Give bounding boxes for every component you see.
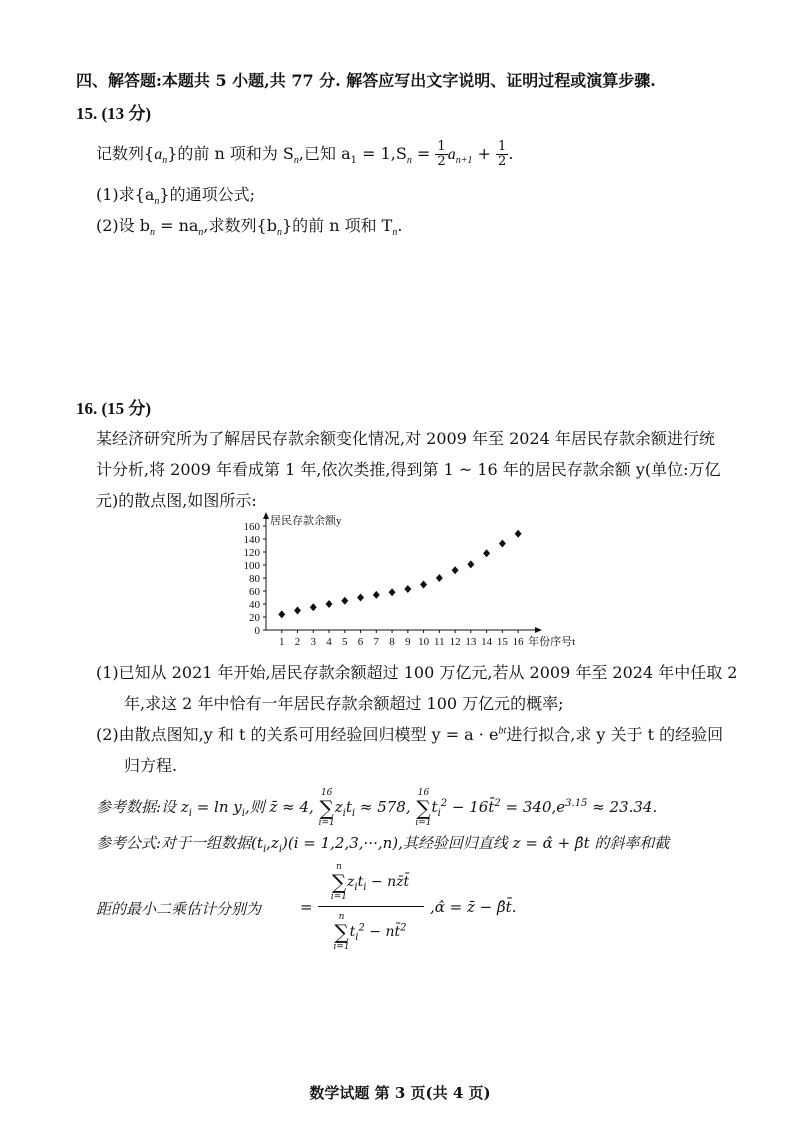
x-axis-arrow [535,627,542,633]
data-point [420,581,427,589]
x-tick-label: 16 [512,636,524,648]
data-point [467,560,474,568]
y-axis-label: 居民存款余额y [270,515,342,527]
x-tick-label: 8 [389,636,395,648]
reference-formula-line2: 距的最小二乘估计分别为 [96,900,262,918]
x-tick-label: 12 [449,636,461,648]
y-tick-label: 100 [243,560,260,572]
y-tick-label: 120 [243,547,260,559]
y-tick-label: 20 [249,612,260,624]
x-tick-label: 1 [279,636,285,648]
data-point [483,549,490,557]
q16-line2: 计分析,将 2009 年看成第 1 年,依次类推,得到第 1 ~ 16 年的居民存款余额 y(单位:万亿 [96,460,721,479]
y-tick-label: 0 [254,625,260,637]
x-tick-label: 3 [310,636,317,648]
data-point [404,585,411,593]
sum-symbol-2: 16 ∑ i=1 [415,788,432,828]
data-point [373,591,380,599]
q16-part1-line1: (1)已知从 2021 年开始,居民存款余额超过 100 万亿元,若从 2009 年至 2024 年中任取 2 [96,663,738,682]
x-tick-label: 4 [326,636,332,648]
data-point [326,600,333,608]
fraction-bar [318,906,424,907]
x-tick-label: 13 [465,636,477,648]
x-tick-label: 9 [405,636,411,648]
y-tick-label: 160 [243,521,260,533]
data-point [294,607,301,615]
y-tick-label: 80 [249,573,260,585]
data-point [310,603,317,611]
q15-stem: 记数列$\{a_n\}$的前 n 项和为 $S_n$,已知 $a_1 = 1,S_n$ = $\frac{1}{2}$ $a_{n+1}$ + $\frac{1}{2}$ . [96,139,514,169]
data-point [389,588,396,596]
reference-formula-line1: 参考公式:对于一组数据$(t_i,z_i)(i = 1,2,3,\cdot\cdot\cdot,n)$,其经验回归直线 z = α̂ + β̂t 的斜率和截 [96,834,670,855]
x-axis-label: 年份序号t [528,636,576,648]
fraction-half: $\frac{1}{2}$ [437,139,446,169]
q16-part1-line2: 年,求这 2 年中恰有一年居民存款余额超过 100 万亿元的概率; [124,694,564,713]
y-axis-arrow [263,512,269,519]
data-point [341,597,348,605]
section-header: 四、解答题:本题共 5 小题,共 77 分. 解答应写出文字说明、证明过程或演算步骤. [76,71,656,90]
data-point [436,574,443,582]
x-tick-label: 14 [481,636,493,648]
data-point [515,530,522,538]
x-tick-label: 6 [357,636,364,648]
fraction-half-2: $\frac{1}{2}$ [498,139,507,169]
data-point [357,594,364,602]
q16-number: 16. (15 分) [76,399,152,418]
q15-number: 15. (13 分) [76,104,152,123]
x-tick-label: 11 [434,636,445,648]
data-point [499,540,506,548]
y-tick-label: 40 [249,599,260,611]
page-footer: 数学试题 第 3 页(共 4 页) [309,1084,491,1102]
data-point [452,566,459,574]
beta-formula-denominator: n ∑ i=1 $t_i^2$ − nt̄$^2$ [333,912,407,952]
alpha-formula: ,α̂ = z̄ − β̂t̄. [430,898,517,916]
x-tick-label: 5 [342,636,348,648]
y-tick-label: 60 [249,586,260,598]
q16-part2-line1: (2)由散点图知,y 和 t 的关系可用经验回归模型 $y = a \cdot e^{bt}$进行拟合,求 y 关于 t 的经验回 [96,725,724,744]
q16-line1: 某经济研究所为了解居民存款余额变化情况,对 2009 年至 2024 年居民存款余额进行统 [96,429,715,448]
scatter-chart [220,510,580,650]
y-tick-label: 140 [243,534,260,546]
formula-equals: = [300,898,313,916]
beta-formula-numerator: n ∑ i=1 $z_it_i$ − nz̄t̄ [330,862,410,902]
q15-part2: (2)设 $b_n = na_n$,求数列$\{b_n\}$的前 n 项和 $T_n$. [96,216,403,239]
reference-data: 参考数据:设 $z_i = \ln y_i$,则 z̄ ≈ 4, 16 ∑ i=1 $z_it_i \approx 578$, 16 ∑ i=1 $t_i^2$ − 16t̄$^2$ = $340,e^{3.15} \approx 23.34$. [96,788,658,828]
q15-part1: (1)求$\{a_n\}$的通项公式; [96,185,255,208]
x-tick-label: 10 [418,636,430,648]
data-point [278,610,285,618]
x-tick-label: 15 [496,636,508,648]
x-tick-label: 2 [294,636,301,648]
x-tick-label: 7 [373,636,380,648]
q16-part2-line2: 归方程. [124,756,178,775]
q16-line3: 元)的散点图,如图所示: [96,491,257,510]
sum-symbol: 16 ∑ i=1 [318,788,335,828]
